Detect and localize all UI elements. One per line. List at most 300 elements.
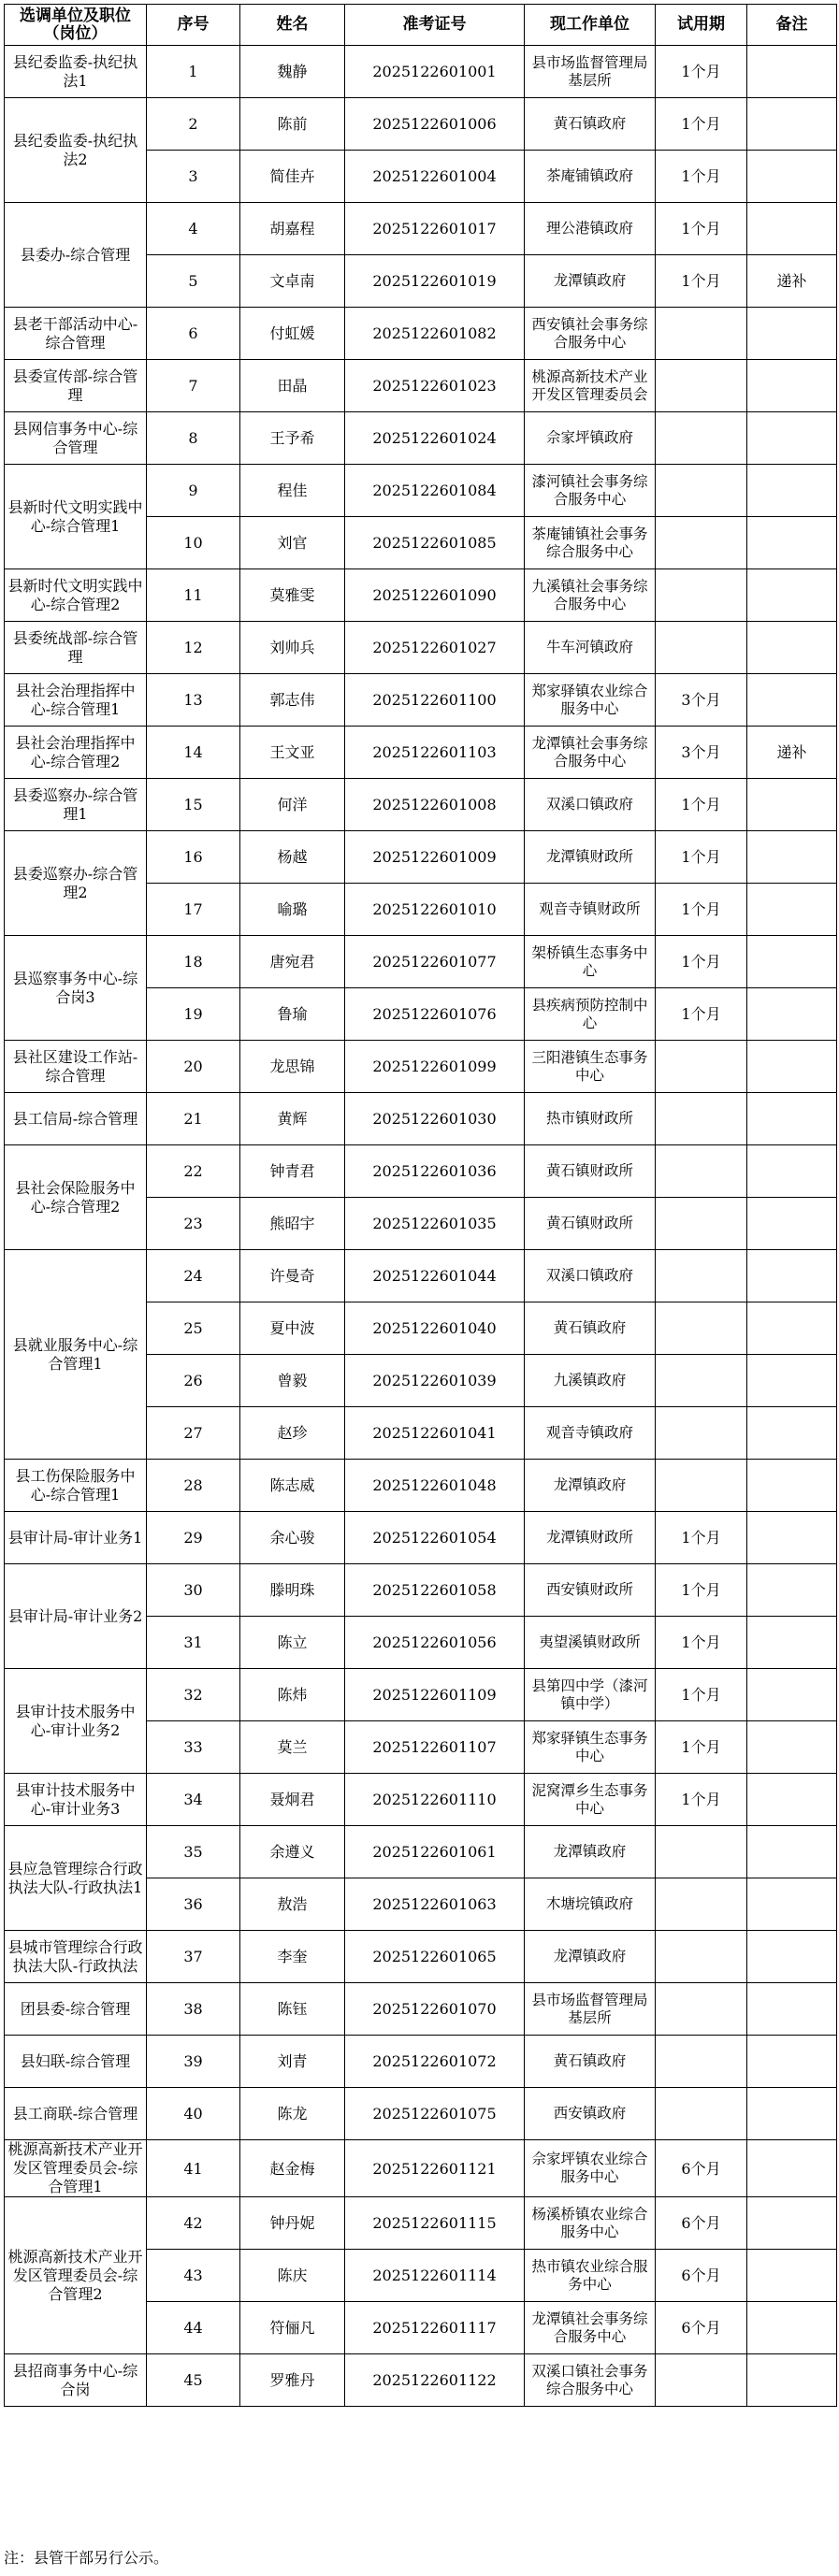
cell-unit: 县纪委监委-执纪执法1 [5, 46, 147, 98]
cell-probation: 1个月 [656, 779, 747, 831]
cell-remarks [747, 412, 837, 465]
cell-number: 45 [147, 2354, 240, 2407]
cell-unit: 县委宣传部-综合管理 [5, 360, 147, 412]
cell-exam-id: 2025122601056 [345, 1617, 525, 1669]
cell-number: 35 [147, 1826, 240, 1878]
header-unit: 选调单位及职位（岗位） [5, 5, 147, 46]
cell-current-workplace: 黄石镇财政所 [525, 1145, 656, 1198]
cell-probation: 1个月 [656, 936, 747, 988]
cell-current-workplace: 三阳港镇生态事务中心 [525, 1041, 656, 1093]
cell-current-workplace: 黄石镇政府 [525, 98, 656, 151]
cell-exam-id: 2025122601077 [345, 936, 525, 988]
cell-exam-id: 2025122601070 [345, 1983, 525, 2036]
cell-remarks [747, 1250, 837, 1302]
cell-exam-id: 2025122601008 [345, 779, 525, 831]
cell-remarks [747, 988, 837, 1041]
table-row [5, 1774, 837, 1826]
cell-unit: 县纪委监委-执纪执法2 [5, 98, 147, 203]
cell-number: 2 [147, 98, 240, 151]
cell-unit: 县审计局-审计业务2 [5, 1564, 147, 1669]
cell-remarks [747, 151, 837, 203]
cell-probation: 1个月 [656, 98, 747, 151]
cell-exam-id: 2025122601084 [345, 465, 525, 517]
cell-name: 杨越 [240, 831, 345, 884]
cell-unit: 县应急管理综合行政执法大队-行政执法1 [5, 1826, 147, 1931]
cell-probation [656, 412, 747, 465]
cell-current-workplace: 县市场监督管理局基层所 [525, 1983, 656, 2036]
cell-number: 25 [147, 1302, 240, 1355]
cell-exam-id: 2025122601009 [345, 831, 525, 884]
cell-number: 18 [147, 936, 240, 988]
cell-current-workplace: 双溪口镇政府 [525, 1250, 656, 1302]
footnote: 注：县管干部另行公示。 [4, 2549, 169, 2567]
table-row [5, 2140, 837, 2197]
cell-remarks [747, 1407, 837, 1460]
table-row [5, 2036, 837, 2088]
cell-remarks [747, 1512, 837, 1564]
cell-name: 莫雅雯 [240, 569, 345, 622]
cell-number: 44 [147, 2302, 240, 2354]
cell-remarks [747, 2088, 837, 2140]
cell-probation [656, 517, 747, 569]
table-row [5, 936, 837, 988]
cell-number: 17 [147, 884, 240, 936]
cell-current-workplace: 龙潭镇政府 [525, 1826, 656, 1878]
cell-probation: 6个月 [656, 2140, 747, 2197]
table-row [5, 727, 837, 779]
cell-probation [656, 1983, 747, 2036]
cell-exam-id: 2025122601109 [345, 1669, 525, 1721]
cell-number: 13 [147, 674, 240, 727]
cell-unit: 县委办-综合管理 [5, 203, 147, 308]
cell-exam-id: 2025122601082 [345, 308, 525, 360]
cell-probation: 1个月 [656, 1564, 747, 1617]
cell-number: 16 [147, 831, 240, 884]
cell-exam-id: 2025122601061 [345, 1826, 525, 1878]
table-row [5, 1460, 837, 1512]
cell-current-workplace: 郑家驿镇农业综合服务中心 [525, 674, 656, 727]
cell-name: 何洋 [240, 779, 345, 831]
cell-current-workplace: 龙潭镇财政所 [525, 831, 656, 884]
cell-probation: 1个月 [656, 255, 747, 308]
cell-current-workplace: 佘家坪镇农业综合服务中心 [525, 2140, 656, 2197]
cell-remarks [747, 1931, 837, 1983]
cell-name: 符俪凡 [240, 2302, 345, 2354]
cell-name: 陈炜 [240, 1669, 345, 1721]
cell-remarks [747, 46, 837, 98]
cell-remarks: 递补 [747, 255, 837, 308]
cell-unit: 桃源高新技术产业开发区管理委员会-综合管理2 [5, 2197, 147, 2354]
cell-exam-id: 2025122601121 [345, 2140, 525, 2197]
cell-exam-id: 2025122601085 [345, 517, 525, 569]
cell-name: 陈钰 [240, 1983, 345, 2036]
cell-unit: 县妇联-综合管理 [5, 2036, 147, 2088]
cell-remarks [747, 465, 837, 517]
cell-name: 曾毅 [240, 1355, 345, 1407]
cell-current-workplace: 龙潭镇政府 [525, 1931, 656, 1983]
cell-number: 24 [147, 1250, 240, 1302]
cell-name: 陈前 [240, 98, 345, 151]
cell-probation: 6个月 [656, 2197, 747, 2250]
cell-remarks: 递补 [747, 727, 837, 779]
table-row [5, 1983, 837, 2036]
cell-remarks [747, 360, 837, 412]
cell-probation [656, 360, 747, 412]
cell-name: 程佳 [240, 465, 345, 517]
cell-name: 郭志伟 [240, 674, 345, 727]
cell-probation [656, 1355, 747, 1407]
cell-exam-id: 2025122601023 [345, 360, 525, 412]
cell-probation [656, 1198, 747, 1250]
cell-exam-id: 2025122601030 [345, 1093, 525, 1145]
cell-current-workplace: 架桥镇生态事务中心 [525, 936, 656, 988]
cell-unit: 县巡察事务中心-综合岗3 [5, 936, 147, 1041]
cell-exam-id: 2025122601103 [345, 727, 525, 779]
cell-probation [656, 1302, 747, 1355]
cell-exam-id: 2025122601024 [345, 412, 525, 465]
cell-exam-id: 2025122601075 [345, 2088, 525, 2140]
header-remarks: 备注 [747, 5, 837, 46]
cell-exam-id: 2025122601107 [345, 1721, 525, 1774]
cell-unit: 县工商联-综合管理 [5, 2088, 147, 2140]
cell-name: 陈立 [240, 1617, 345, 1669]
cell-exam-id: 2025122601117 [345, 2302, 525, 2354]
cell-probation: 1个月 [656, 151, 747, 203]
cell-current-workplace: 黄石镇政府 [525, 2036, 656, 2088]
cell-remarks [747, 674, 837, 727]
cell-unit: 县就业服务中心-综合管理1 [5, 1250, 147, 1460]
cell-exam-id: 2025122601035 [345, 1198, 525, 1250]
cell-number: 42 [147, 2197, 240, 2250]
cell-exam-id: 2025122601065 [345, 1931, 525, 1983]
cell-probation [656, 308, 747, 360]
cell-name: 许曼奇 [240, 1250, 345, 1302]
cell-unit: 县网信事务中心-综合管理 [5, 412, 147, 465]
cell-current-workplace: 西安镇社会事务综合服务中心 [525, 308, 656, 360]
cell-exam-id: 2025122601036 [345, 1145, 525, 1198]
cell-number: 26 [147, 1355, 240, 1407]
cell-name: 刘官 [240, 517, 345, 569]
cell-probation: 6个月 [656, 2250, 747, 2302]
cell-name: 夏中波 [240, 1302, 345, 1355]
cell-probation [656, 1878, 747, 1931]
cell-probation: 6个月 [656, 2302, 747, 2354]
table-row [5, 1669, 837, 1721]
cell-unit: 县老干部活动中心-综合管理 [5, 308, 147, 360]
cell-probation [656, 1250, 747, 1302]
cell-remarks [747, 1878, 837, 1931]
cell-name: 钟青君 [240, 1145, 345, 1198]
cell-name: 文卓南 [240, 255, 345, 308]
cell-number: 15 [147, 779, 240, 831]
cell-name: 余遵义 [240, 1826, 345, 1878]
table-row [5, 308, 837, 360]
cell-name: 熊昭宇 [240, 1198, 345, 1250]
cell-current-workplace: 热市镇农业综合服务中心 [525, 2250, 656, 2302]
cell-probation [656, 465, 747, 517]
cell-probation [656, 2036, 747, 2088]
cell-unit: 县委巡察办-综合管理1 [5, 779, 147, 831]
cell-remarks [747, 1460, 837, 1512]
cell-name: 刘青 [240, 2036, 345, 2088]
cell-remarks [747, 2197, 837, 2250]
cell-remarks [747, 1145, 837, 1198]
cell-current-workplace: 龙潭镇财政所 [525, 1512, 656, 1564]
cell-name: 龙思锦 [240, 1041, 345, 1093]
cell-exam-id: 2025122601063 [345, 1878, 525, 1931]
cell-exam-id: 2025122601110 [345, 1774, 525, 1826]
cell-number: 36 [147, 1878, 240, 1931]
cell-name: 黄辉 [240, 1093, 345, 1145]
cell-number: 8 [147, 412, 240, 465]
cell-number: 38 [147, 1983, 240, 2036]
table-row [5, 831, 837, 884]
cell-remarks [747, 1093, 837, 1145]
cell-number: 43 [147, 2250, 240, 2302]
cell-name: 喻璐 [240, 884, 345, 936]
cell-probation [656, 1407, 747, 1460]
cell-number: 22 [147, 1145, 240, 1198]
cell-remarks [747, 1302, 837, 1355]
table-row [5, 674, 837, 727]
table-row [5, 1826, 837, 1878]
table-row [5, 2354, 837, 2407]
cell-current-workplace: 县第四中学（漆河镇中学） [525, 1669, 656, 1721]
cell-exam-id: 2025122601099 [345, 1041, 525, 1093]
cell-name: 李奎 [240, 1931, 345, 1983]
cell-number: 28 [147, 1460, 240, 1512]
cell-number: 1 [147, 46, 240, 98]
cell-name: 赵珍 [240, 1407, 345, 1460]
header-probation: 试用期 [656, 5, 747, 46]
cell-probation [656, 1041, 747, 1093]
table-row [5, 1250, 837, 1302]
cell-probation: 1个月 [656, 884, 747, 936]
cell-name: 滕明珠 [240, 1564, 345, 1617]
cell-unit: 县招商事务中心-综合岗 [5, 2354, 147, 2407]
cell-exam-id: 2025122601072 [345, 2036, 525, 2088]
cell-name: 聂炯君 [240, 1774, 345, 1826]
cell-current-workplace: 龙潭镇社会事务综合服务中心 [525, 2302, 656, 2354]
cell-number: 32 [147, 1669, 240, 1721]
cell-remarks [747, 622, 837, 674]
cell-remarks [747, 203, 837, 255]
cell-number: 23 [147, 1198, 240, 1250]
cell-name: 余心骏 [240, 1512, 345, 1564]
cell-probation [656, 1093, 747, 1145]
cell-probation: 1个月 [656, 831, 747, 884]
cell-remarks [747, 2250, 837, 2302]
cell-probation [656, 1460, 747, 1512]
cell-exam-id: 2025122601048 [345, 1460, 525, 1512]
cell-name: 鲁瑜 [240, 988, 345, 1041]
cell-unit: 县审计技术服务中心-审计业务2 [5, 1669, 147, 1774]
cell-probation: 1个月 [656, 988, 747, 1041]
cell-current-workplace: 西安镇政府 [525, 2088, 656, 2140]
cell-exam-id: 2025122601115 [345, 2197, 525, 2250]
cell-unit: 县新时代文明实践中心-综合管理1 [5, 465, 147, 569]
cell-current-workplace: 西安镇财政所 [525, 1564, 656, 1617]
cell-remarks [747, 831, 837, 884]
cell-current-workplace: 佘家坪镇政府 [525, 412, 656, 465]
cell-remarks [747, 517, 837, 569]
cell-exam-id: 2025122601017 [345, 203, 525, 255]
cell-unit: 县新时代文明实践中心-综合管理2 [5, 569, 147, 622]
cell-unit: 桃源高新技术产业开发区管理委员会-综合管理1 [5, 2140, 147, 2197]
cell-current-workplace: 黄石镇财政所 [525, 1198, 656, 1250]
cell-name: 赵金梅 [240, 2140, 345, 2197]
cell-unit: 县社会治理指挥中心-综合管理1 [5, 674, 147, 727]
cell-number: 7 [147, 360, 240, 412]
table-row [5, 1931, 837, 1983]
cell-probation [656, 569, 747, 622]
cell-probation [656, 2354, 747, 2407]
cell-name: 敖浩 [240, 1878, 345, 1931]
cell-number: 40 [147, 2088, 240, 2140]
table-row [5, 46, 837, 98]
cell-remarks [747, 1826, 837, 1878]
cell-current-workplace: 泥窝潭乡生态事务中心 [525, 1774, 656, 1826]
cell-probation: 1个月 [656, 1669, 747, 1721]
cell-number: 19 [147, 988, 240, 1041]
cell-unit: 县审计技术服务中心-审计业务3 [5, 1774, 147, 1826]
cell-number: 6 [147, 308, 240, 360]
cell-exam-id: 2025122601010 [345, 884, 525, 936]
cell-remarks [747, 2140, 837, 2197]
cell-name: 魏静 [240, 46, 345, 98]
cell-exam-id: 2025122601006 [345, 98, 525, 151]
cell-exam-id: 2025122601004 [345, 151, 525, 203]
cell-number: 10 [147, 517, 240, 569]
cell-number: 33 [147, 1721, 240, 1774]
cell-number: 14 [147, 727, 240, 779]
cell-remarks [747, 2302, 837, 2354]
cell-remarks [747, 1721, 837, 1774]
table-row [5, 98, 837, 151]
table-row [5, 569, 837, 622]
cell-current-workplace: 观音寺镇政府 [525, 1407, 656, 1460]
cell-remarks [747, 1041, 837, 1093]
cell-name: 王文亚 [240, 727, 345, 779]
cell-current-workplace: 九溪镇政府 [525, 1355, 656, 1407]
cell-current-workplace: 木塘垸镇政府 [525, 1878, 656, 1931]
cell-current-workplace: 郑家驿镇生态事务中心 [525, 1721, 656, 1774]
cell-current-workplace: 桃源高新技术产业开发区管理委员会 [525, 360, 656, 412]
table-row [5, 1512, 837, 1564]
table-row [5, 360, 837, 412]
cell-unit: 县社会保险服务中心-综合管理2 [5, 1145, 147, 1250]
cell-current-workplace: 漆河镇社会事务综合服务中心 [525, 465, 656, 517]
cell-current-workplace: 夷望溪镇财政所 [525, 1617, 656, 1669]
cell-current-workplace: 杨溪桥镇农业综合服务中心 [525, 2197, 656, 2250]
cell-probation: 3个月 [656, 727, 747, 779]
cell-remarks [747, 569, 837, 622]
cell-remarks [747, 1198, 837, 1250]
cell-exam-id: 2025122601040 [345, 1302, 525, 1355]
cell-unit: 县城市管理综合行政执法大队-行政执法 [5, 1931, 147, 1983]
cell-current-workplace: 九溪镇社会事务综合服务中心 [525, 569, 656, 622]
header-exam-id: 准考证号 [345, 5, 525, 46]
cell-number: 30 [147, 1564, 240, 1617]
cell-remarks [747, 2354, 837, 2407]
cell-number: 4 [147, 203, 240, 255]
table-row [5, 1093, 837, 1145]
cell-probation: 1个月 [656, 46, 747, 98]
cell-probation: 3个月 [656, 674, 747, 727]
cell-exam-id: 2025122601058 [345, 1564, 525, 1617]
cell-exam-id: 2025122601041 [345, 1407, 525, 1460]
cell-number: 41 [147, 2140, 240, 2197]
cell-current-workplace: 理公港镇政府 [525, 203, 656, 255]
cell-probation [656, 1931, 747, 1983]
cell-name: 田晶 [240, 360, 345, 412]
cell-number: 11 [147, 569, 240, 622]
cell-number: 37 [147, 1931, 240, 1983]
cell-current-workplace: 双溪口镇社会事务综合服务中心 [525, 2354, 656, 2407]
cell-probation: 1个月 [656, 1774, 747, 1826]
cell-unit: 县工伤保险服务中心-综合管理1 [5, 1460, 147, 1512]
cell-number: 3 [147, 151, 240, 203]
cell-remarks [747, 1774, 837, 1826]
table-row [5, 2197, 837, 2250]
cell-number: 12 [147, 622, 240, 674]
cell-exam-id: 2025122601039 [345, 1355, 525, 1407]
cell-remarks [747, 98, 837, 151]
header-number: 序号 [147, 5, 240, 46]
cell-name: 钟丹妮 [240, 2197, 345, 2250]
cell-number: 27 [147, 1407, 240, 1460]
cell-name: 付虹媛 [240, 308, 345, 360]
cell-current-workplace: 茶庵铺镇社会事务综合服务中心 [525, 517, 656, 569]
cell-name: 莫兰 [240, 1721, 345, 1774]
cell-number: 31 [147, 1617, 240, 1669]
table-row [5, 779, 837, 831]
cell-unit: 县审计局-审计业务1 [5, 1512, 147, 1564]
cell-number: 9 [147, 465, 240, 517]
cell-probation: 1个月 [656, 1721, 747, 1774]
cell-exam-id: 2025122601100 [345, 674, 525, 727]
cell-current-workplace: 县市场监督管理局基层所 [525, 46, 656, 98]
cell-current-workplace: 牛车河镇政府 [525, 622, 656, 674]
table-row [5, 622, 837, 674]
cell-current-workplace: 县疾病预防控制中心 [525, 988, 656, 1041]
cell-remarks [747, 779, 837, 831]
table-row [5, 465, 837, 517]
cell-unit: 县委巡察办-综合管理2 [5, 831, 147, 936]
cell-number: 21 [147, 1093, 240, 1145]
cell-name: 陈志威 [240, 1460, 345, 1512]
cell-current-workplace: 观音寺镇财政所 [525, 884, 656, 936]
cell-exam-id: 2025122601001 [345, 46, 525, 98]
cell-exam-id: 2025122601019 [345, 255, 525, 308]
header-name: 姓名 [240, 5, 345, 46]
cell-remarks [747, 2036, 837, 2088]
cell-current-workplace: 茶庵铺镇政府 [525, 151, 656, 203]
cell-probation: 1个月 [656, 203, 747, 255]
cell-unit: 县社区建设工作站-综合管理 [5, 1041, 147, 1093]
cell-name: 罗雅丹 [240, 2354, 345, 2407]
cell-remarks [747, 884, 837, 936]
cell-current-workplace: 龙潭镇社会事务综合服务中心 [525, 727, 656, 779]
cell-probation [656, 2088, 747, 2140]
cell-current-workplace: 龙潭镇政府 [525, 1460, 656, 1512]
cell-name: 陈庆 [240, 2250, 345, 2302]
cell-probation: 1个月 [656, 1617, 747, 1669]
table-row [5, 203, 837, 255]
cell-number: 29 [147, 1512, 240, 1564]
cell-probation [656, 1826, 747, 1878]
table-row [5, 1564, 837, 1617]
